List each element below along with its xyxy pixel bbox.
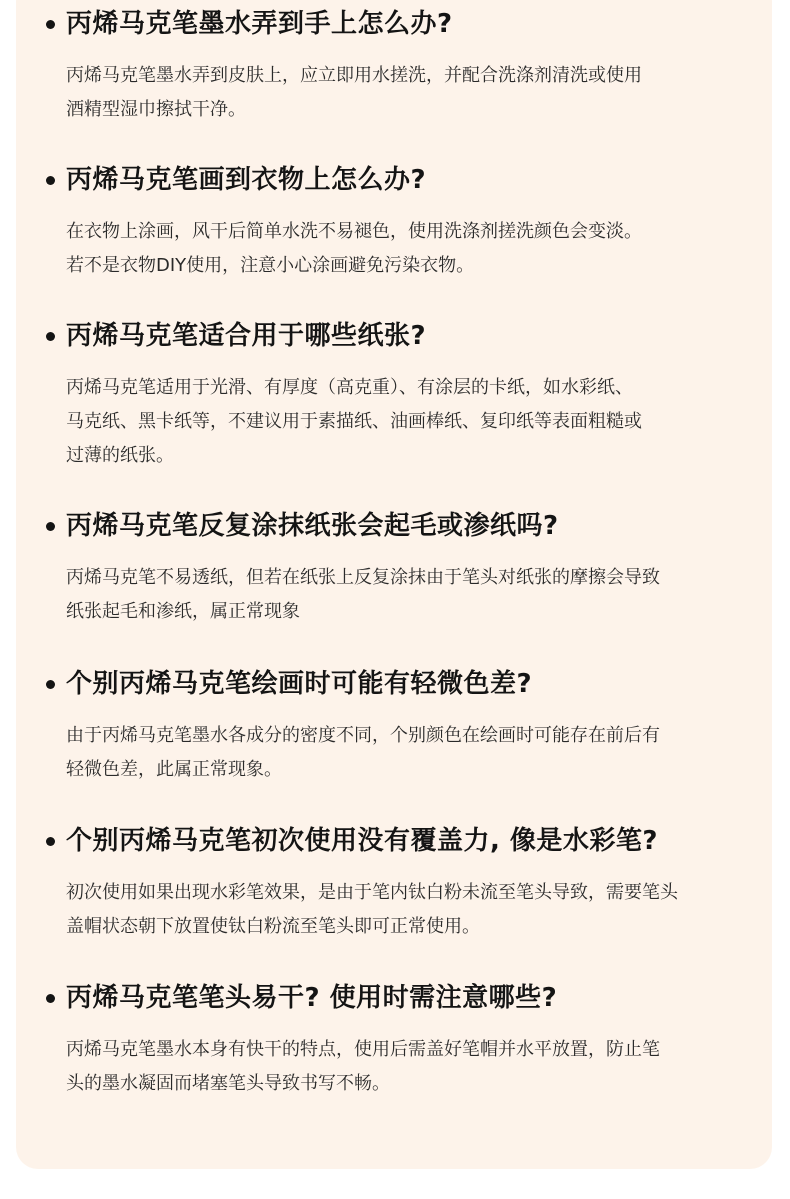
faq-question [16, 509, 772, 543]
question-text: 丙烯马克笔适合用于哪些纸张? [66, 321, 427, 351]
question-text: 丙烯马克笔反复涂抹纸张会起毛或渗纸吗? [66, 511, 559, 541]
faq-answer [16, 719, 772, 787]
faq-answer [16, 59, 772, 127]
question-text: 个别丙烯马克笔绘画时可能有轻微色差? [66, 669, 533, 699]
bullet-icon [46, 994, 55, 1003]
bullet-icon [46, 680, 55, 689]
answer-line: 丙烯马克笔墨水弄到皮肤上，应立即用水搓洗，并配合洗涤剂清洗或使用 [66, 65, 642, 86]
faq-question [16, 163, 772, 197]
faq-item [16, 981, 772, 1101]
faq-item [16, 7, 772, 127]
answer-line: 纸张起毛和渗纸，属正常现象 [66, 601, 300, 622]
bullet-icon [46, 837, 55, 846]
answer-line: 若不是衣物DIY使用，注意小心涂画避免污染衣物。 [66, 255, 475, 276]
faq-item [16, 509, 772, 629]
answer-line: 初次使用如果出现水彩笔效果，是由于笔内钛白粉未流至笔头导致，需要笔头 [66, 882, 678, 903]
faq-answer [16, 561, 772, 629]
faq-question [16, 981, 772, 1015]
answer-line: 丙烯马克笔墨水本身有快干的特点，使用后需盖好笔帽并水平放置，防止笔 [66, 1039, 660, 1060]
bullet-icon [46, 20, 55, 29]
bullet-icon [46, 522, 55, 531]
answer-line: 马克纸、黑卡纸等，不建议用于素描纸、油画棒纸、复印纸等表面粗糙或 [66, 411, 642, 432]
answer-line: 丙烯马克笔适用于光滑、有厚度（高克重）、有涂层的卡纸，如水彩纸、 [66, 377, 633, 398]
faq-answer [16, 876, 772, 944]
faq-item [16, 163, 772, 283]
faq-item [16, 824, 772, 944]
faq-answer [16, 1033, 772, 1101]
faq-question [16, 667, 772, 701]
answer-line: 过薄的纸张。 [66, 445, 174, 466]
faq-item [16, 319, 772, 473]
faq-answer [16, 215, 772, 283]
bullet-icon [46, 176, 55, 185]
question-text: 个别丙烯马克笔初次使用没有覆盖力, 像是水彩笔? [66, 826, 659, 856]
answer-line: 丙烯马克笔不易透纸，但若在纸张上反复涂抹由于笔头对纸张的摩擦会导致 [66, 567, 660, 588]
answer-line: 在衣物上涂画，风干后简单水洗不易褪色，使用洗涤剂搓洗颜色会变淡。 [66, 221, 642, 242]
answer-line: 轻微色差，此属正常现象。 [66, 759, 282, 780]
question-text: 丙烯马克笔画到衣物上怎么办? [66, 165, 427, 195]
faq-question [16, 7, 772, 41]
question-text: 丙烯马克笔笔头易干? 使用时需注意哪些? [66, 983, 558, 1013]
faq-card [16, 0, 772, 1169]
answer-line: 由于丙烯马克笔墨水各成分的密度不同，个别颜色在绘画时可能存在前后有 [66, 725, 660, 746]
faq-question [16, 319, 772, 353]
bullet-icon [46, 332, 55, 341]
faq-answer [16, 371, 772, 473]
faq-item [16, 667, 772, 787]
faq-question [16, 824, 772, 858]
answer-line: 盖帽状态朝下放置使钛白粉流至笔头即可正常使用。 [66, 916, 480, 937]
question-text: 丙烯马克笔墨水弄到手上怎么办? [66, 9, 453, 39]
answer-line: 酒精型湿巾擦拭干净。 [66, 99, 246, 120]
answer-line: 头的墨水凝固而堵塞笔头导致书写不畅。 [66, 1073, 390, 1094]
